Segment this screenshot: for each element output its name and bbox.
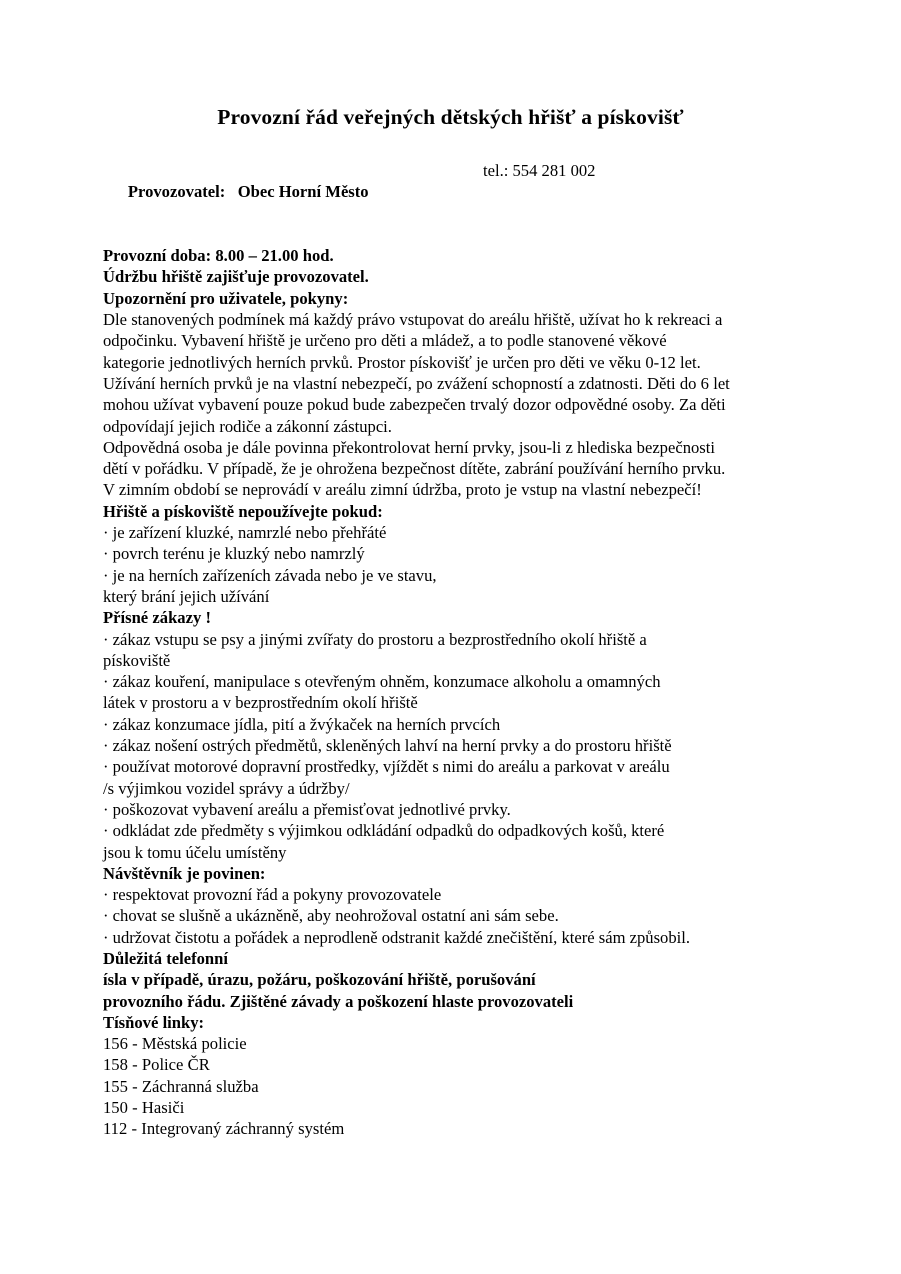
emergency-line-item: 150 - Hasiči [103, 1098, 185, 1118]
prohibition-item: · odkládat zde předměty s výjimkou odkládání odpadků do odpadkových košů, které [103, 821, 665, 841]
strict-prohibitions-heading: Přísné zákazy ! [103, 608, 212, 628]
emergency-line-item: 155 - Záchranná služba [103, 1076, 259, 1096]
prohibition-item: látek v prostoru a v bezprostředním okolí hřiště [103, 693, 418, 713]
prohibition-item: pískoviště [103, 650, 171, 670]
operating-hours-line: Provozní doba: 8.00 – 21.00 hod. [103, 246, 334, 266]
intro-line: Užívání herních prvků je na vlastní nebezpečí, po zvážení schopností a zdatnosti. Děti do 6 let [103, 373, 730, 393]
operator-telephone: tel.: 554 281 002 [483, 161, 596, 180]
intro-line: V zimním období se neprovádí v areálu zimní údržba, proto je vstup na vlastní nebezpečí! [103, 480, 702, 500]
page-title: Provozní řád veřejných dětských hřišť a pískovišť [217, 105, 684, 129]
prohibition-item: · zákaz vstupu se psy a jinými zvířaty do prostoru a bezprostředního okolí hřiště a [103, 629, 647, 649]
emergency-line-item: 156 - Městská policie [103, 1034, 247, 1054]
important-phones-heading-line: Důležitá telefonní [103, 948, 228, 968]
prohibition-item: /s výjimkou vozidel správy a údržby/ [103, 778, 350, 798]
visitor-duty-item: · respektovat provozní řád a pokyny provozovatele [103, 885, 442, 905]
visitor-duty-item: · chovat se slušně a ukázněně, aby neohrožoval ostatní ani sám sebe. [103, 906, 559, 926]
prohibition-item: · zákaz nošení ostrých předmětů, skleněných lahví na herní prvky a do prostoru hřiště [103, 736, 672, 756]
intro-line: odpovídají jejich rodiče a zákonní zástupci. [103, 416, 392, 436]
emergency-line-item: 158 - Police ČR [103, 1055, 210, 1075]
do-not-use-heading: Hřiště a pískoviště nepoužívejte pokud: [103, 501, 383, 521]
emergency-lines-heading: Tísňové linky: [103, 1012, 205, 1032]
intro-line: Dle stanovených podmínek má každý právo vstupovat do areálu hřiště, užívat ho k rekreaci a [103, 310, 723, 330]
intro-line: Odpovědná osoba je dále povinna překontrolovat herní prvky, jsou-li z hlediska bezpečnosti [103, 437, 715, 457]
prohibition-item: · zákaz kouření, manipulace s otevřeným ohněm, konzumace alkoholu a omamných [103, 672, 661, 692]
important-phones-heading-line: ísla v případě, úrazu, požáru, poškozování hřiště, porušování [103, 970, 536, 990]
operator-line: Provozovatel: Obec Horní Město [127, 182, 369, 202]
visitor-duties-heading: Návštěvník je povinen: [103, 863, 266, 883]
do-not-use-item: · je zařízení kluzké, namrzlé nebo přehřáté [103, 523, 387, 543]
document-body [103, 160, 833, 1140]
important-phones-heading-line: provozního řádu. Zjištěné závady a poškození hlaste provozovateli [103, 991, 574, 1011]
prohibition-item: jsou k tomu účelu umístěny [103, 842, 287, 862]
prohibition-item: · používat motorové dopravní prostředky, vjíždět s nimi do areálu a parkovat v areálu [103, 757, 670, 777]
prohibition-item: · zákaz konzumace jídla, pití a žvýkaček na herních prvcích [103, 714, 501, 734]
maintenance-line: Údržbu hřiště zajišťuje provozovatel. [103, 267, 369, 287]
intro-line: kategorie jednotlivých herních prvků. Prostor pískovišť je určen pro děti ve věku 0-12 let. [103, 352, 701, 372]
operator-row [103, 160, 833, 245]
prohibition-item: · poškozovat vybavení areálu a přemisťovat jednotlivé prvky. [103, 799, 511, 819]
visitor-duty-item: · udržovat čistotu a pořádek a neprodleně odstranit každé znečištění, které sám způsobil. [103, 927, 691, 947]
emergency-line-item: 112 - Integrovaný záchranný systém [103, 1119, 345, 1139]
intro-line: mohou užívat vybavení pouze pokud bude zabezpečen trvalý dozor odpovědné osoby. Za děti [103, 395, 726, 415]
do-not-use-item: · povrch terénu je kluzký nebo namrzlý [103, 544, 365, 564]
intro-line: dětí v pořádku. V případě, že je ohrožena bezpečnost dítěte, zabrání používání herního prvku. [103, 459, 726, 479]
user-notice-heading: Upozornění pro uživatele, pokyny: [103, 288, 349, 308]
intro-line: odpočinku. Vybavení hřiště je určeno pro děti a mládež, a to podle stanovené věkové [103, 331, 667, 351]
do-not-use-item: který brání jejich užívání [103, 586, 270, 606]
do-not-use-item: · je na herních zařízeních závada nebo je ve stavu, [103, 565, 437, 585]
